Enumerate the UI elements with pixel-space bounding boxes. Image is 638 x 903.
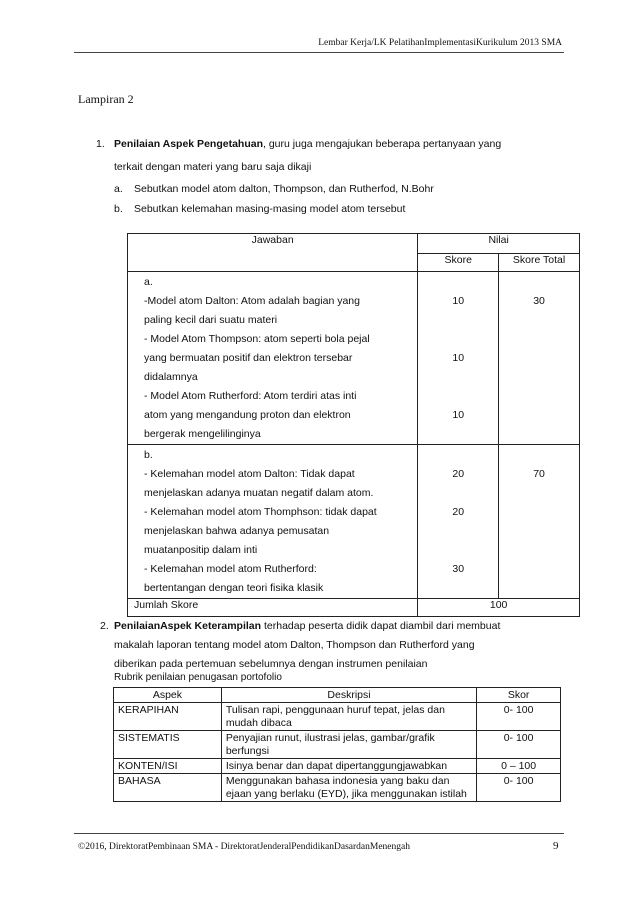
table-row [114,759,561,774]
header-jawaban: Jawaban [128,234,418,272]
aspek-cell: BAHASA [114,774,222,802]
score-value [422,311,494,330]
footer-text: ©2016, DirektoratPembinaan SMA - DirektoratJenderalPendidikanDasardanMenengah [78,842,410,852]
answer-line: a. [144,276,153,288]
answer-line: bertentangan dengan teori fisika klasik [144,582,324,594]
question-text: Sebutkan kelemahan masing-masing model atom tersebut [134,203,406,215]
answer-line: paling kecil dari suatu materi [144,314,278,326]
section1-intro-text: , guru juga mengajukan beberapa pertanyaan yang [263,138,502,150]
answer-a [128,272,418,445]
answer-line: bergerak mengelilinginya [144,428,261,440]
answer-line: -Model atom Dalton: Atom adalah bagian yang [144,295,360,307]
table-row [114,703,561,731]
total-a [499,272,580,445]
total-b [499,445,580,599]
answer-line: atom yang mengandung proton dan elektron [144,409,351,421]
skor-cell: 0- 100 [477,731,561,759]
skor-cell: 0- 100 [477,774,561,802]
running-header: Lembar Kerja/LK PelatihanImplementasiKurikulum 2013 SMA [318,38,562,48]
appendix-label: Lampiran 2 [78,92,134,106]
score-value [422,541,494,560]
answer-b-lines [144,446,413,598]
section1-title: Penilaian Aspek Pengetahuan [114,138,263,150]
score-value [422,387,494,406]
score-b [418,445,499,599]
section2-intro [114,619,500,633]
answer-line: didalamnya [144,371,198,383]
section2-line2: makalah laporan tentang model atom Dalton, Thompson dan Rutherford yang [114,639,475,651]
score-value [422,330,494,349]
answer-line: - Kelemahan model atom Thomphson: tidak dapat [144,506,377,518]
score-value [422,522,494,541]
total-value: 30 [533,295,545,307]
score-value: 10 [452,409,465,421]
answer-line: menjelaskan bahwa adanya pemusatan [144,525,330,537]
skor-cell: 0 – 100 [477,759,561,774]
score-value: 20 [452,506,465,518]
answer-line: - Model Atom Thompson: atom seperti bola pejal [144,333,370,345]
section1-intro-line2: terkait dengan materi yang baru saja dikaji [114,161,312,173]
section1-number: 1. [96,138,105,150]
score-value: 30 [452,563,465,575]
answer-line: muatanpositip dalam inti [144,544,258,556]
header-skor: Skor [477,688,561,703]
header-skore-total: Skore Total [499,254,580,272]
question-text: Sebutkan model atom dalton, Thompson, dan Rutherfod, N.Bohr [134,183,434,195]
score-value: 20 [452,468,465,480]
section2-title: PenilaianAspek Keterampilan [114,620,262,632]
skor-cell: 0- 100 [477,703,561,731]
total-value: 70 [533,468,545,480]
score-value [422,484,494,503]
section2-line3: diberikan pada pertemuan sebelumnya dengan instrumen penilaian [114,658,428,670]
rubrik-title: Rubrik penilaian penugasan portofolio [114,672,282,683]
answer-a-lines [144,273,413,444]
jumlah-value: 100 [418,599,580,617]
header-skore: Skore [418,254,499,272]
rubric-table [113,687,561,802]
aspek-cell: SISTEMATIS [114,731,222,759]
jumlah-label: Jumlah Skore [128,599,418,617]
header-aspek: Aspek [114,688,222,703]
score-value: 10 [452,352,465,364]
question-marker: a. [114,183,123,195]
page-number: 9 [553,840,559,852]
answer-line: - Model Atom Rutherford: Atom terdiri atas inti [144,390,357,402]
answer-line: yang bermuatan positif dan elektron tersebar [144,352,353,364]
answer-line: - Kelemahan model atom Rutherford: [144,563,317,575]
score-value [422,368,494,387]
answer-score-table [127,233,580,617]
table-row [114,731,561,759]
header-rule [74,52,564,53]
question-marker: b. [114,203,123,215]
deskripsi-cell: Tulisan rapi, penggunaan huruf tepat, jelas dan mudah dibaca [221,703,476,731]
answer-b [128,445,418,599]
answer-line: - Kelemahan model atom Dalton: Tidak dapat [144,468,355,480]
score-value [422,273,494,292]
section2-number: 2. [100,620,109,632]
score-value [422,446,494,465]
header-deskripsi: Deskripsi [221,688,476,703]
score-a [418,272,499,445]
aspek-cell: KONTEN/ISI [114,759,222,774]
aspek-cell: KERAPIHAN [114,703,222,731]
table-row [114,774,561,802]
header-nilai: Nilai [418,234,580,254]
section2-intro-text: terhadap peserta didik dapat diambil dari membuat [261,620,501,632]
answer-line: menjelaskan adanya muatan negatif dalam atom. [144,487,374,499]
score-value: 10 [452,295,465,307]
deskripsi-cell: Isinya benar dan dapat dipertanggungjawabkan [221,759,476,774]
deskripsi-cell: Menggunakan bahasa indonesia yang baku dan ejaan yang berlaku (EYD), jika menggunakan istilah [221,774,476,802]
deskripsi-cell: Penyajian runut, ilustrasi jelas, gambar/grafik berfungsi [221,731,476,759]
answer-line: b. [144,449,153,461]
footer-rule [74,833,564,834]
section1-intro [114,137,501,151]
